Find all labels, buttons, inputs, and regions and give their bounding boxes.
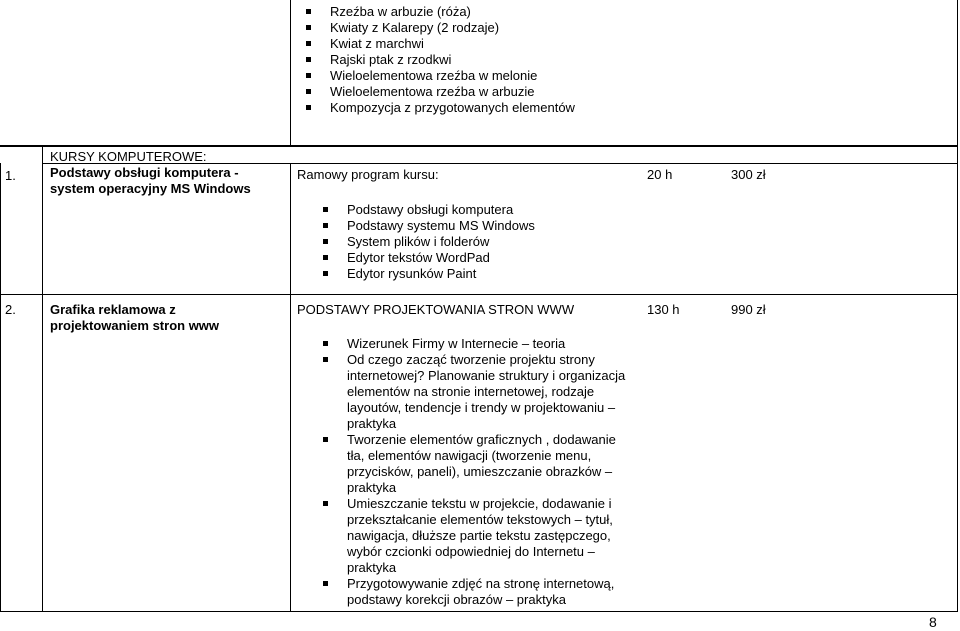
program-intro: Ramowy program kursu:: [297, 167, 439, 182]
list-item: Podstawy obsługi komputera: [323, 202, 623, 218]
square-bullet-icon: [306, 41, 311, 46]
square-bullet-icon: [323, 271, 328, 276]
square-bullet-icon: [323, 357, 328, 362]
list-item: Tworzenie elementów graficznych , dodawanie tła, elementów nawigacji (tworzenie menu, przycisków, paneli), umieszczanie obrazków – praktyka: [323, 432, 643, 496]
course-title-line: Grafika reklamowa z: [50, 302, 176, 317]
program-intro: PODSTAWY PROJEKTOWANIA STRON WWW: [297, 302, 575, 317]
square-bullet-icon: [306, 57, 311, 62]
table-border: [290, 163, 291, 612]
list-item: Rzeźba w arbuzie (róża): [306, 4, 866, 20]
list-item: Kwiat z marchwi: [306, 36, 866, 52]
square-bullet-icon: [306, 73, 311, 78]
course-price: 300 zł: [731, 167, 766, 182]
square-bullet-icon: [306, 105, 311, 110]
square-bullet-icon: [323, 223, 328, 228]
course-title-line: projektowaniem stron www: [50, 318, 220, 333]
program-list: [323, 336, 643, 608]
program-list: [323, 202, 623, 282]
list-item: Rajski ptak z rzodkwi: [306, 52, 866, 68]
list-item: Kwiaty z Kalarepy (2 rodzaje): [306, 20, 866, 36]
list-item: System plików i folderów: [323, 234, 623, 250]
square-bullet-icon: [306, 9, 311, 14]
list-item: Od czego zacząć tworzenie projektu strony internetowej? Planowanie struktury i organizacja elementów na stronie internetowej, rodzaje layoutów, tendencje i trendy w projektowaniu – praktyka: [323, 352, 643, 432]
course-hours: 20 h: [647, 167, 673, 182]
table-border: [0, 145, 958, 147]
square-bullet-icon: [306, 25, 311, 30]
section-header: KURSY KOMPUTEROWE:: [50, 149, 207, 164]
table-border: [42, 147, 43, 612]
list-item: Wieloelementowa rzeźba w melonie: [306, 68, 866, 84]
square-bullet-icon: [323, 437, 328, 442]
list-item: Umieszczanie tekstu w projekcie, dodawanie i przekształcanie elementów tekstowych – tytuł, nawigacja, dłuższe partie tekstu zastępczego, wybór czcionki odpowiedniej do Internetu – praktyka: [323, 496, 643, 576]
table-border: [957, 0, 958, 612]
list-item: Wieloelementowa rzeźba w arbuzie: [306, 84, 866, 100]
top-list: [306, 4, 866, 116]
list-item: Wizerunek Firmy w Internecie – teoria: [323, 336, 643, 352]
square-bullet-icon: [323, 255, 328, 260]
page-number: 8: [929, 614, 937, 630]
table-border: [0, 294, 958, 295]
row-number: 1.: [5, 168, 16, 183]
course-title-line: Podstawy obsługi komputera -: [50, 165, 239, 180]
square-bullet-icon: [323, 501, 328, 506]
row-number: 2.: [5, 302, 16, 317]
course-title: [50, 302, 285, 334]
square-bullet-icon: [323, 581, 328, 586]
table-border: [290, 0, 291, 145]
course-hours: 130 h: [647, 302, 680, 317]
square-bullet-icon: [323, 207, 328, 212]
table-border: [0, 611, 958, 612]
table-border: [0, 163, 1, 612]
list-item: Edytor tekstów WordPad: [323, 250, 623, 266]
list-item: Kompozycja z przygotowanych elementów: [306, 100, 866, 116]
course-title: [50, 165, 285, 197]
square-bullet-icon: [323, 341, 328, 346]
list-item: Edytor rysunków Paint: [323, 266, 623, 282]
course-title-line: system operacyjny MS Windows: [50, 181, 251, 196]
square-bullet-icon: [306, 89, 311, 94]
course-price: 990 zł: [731, 302, 766, 317]
square-bullet-icon: [323, 239, 328, 244]
list-item: Przygotowywanie zdjęć na stronę internetową, podstawy korekcji obrazów – praktyka: [323, 576, 643, 608]
list-item: Podstawy systemu MS Windows: [323, 218, 623, 234]
